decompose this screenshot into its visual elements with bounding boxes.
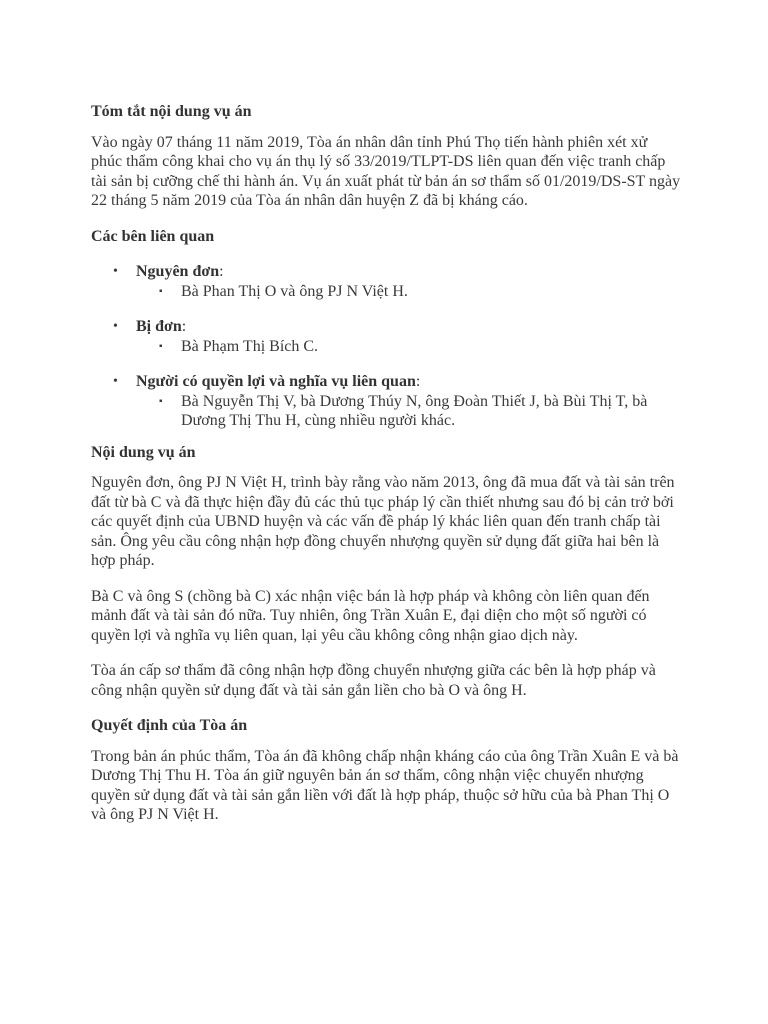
party-related-detail: ▪ Bà Nguyễn Thị V, bà Dương Thúy N, ông Đoàn Thiết J, bà Bùi Thị T, bà Dương Thị Thu H, cùng nhiều người khác. (136, 392, 681, 431)
party-plaintiff-sublist (136, 282, 681, 302)
party-defendant (91, 317, 681, 356)
content-paragraph-1: Nguyên đơn, ông PJ N Việt H, trình bày rằng vào năm 2013, ông đã mua đất và tài sản trên đất từ bà C và đã thực hiện đầy đủ các thủ tục pháp lý cần thiết nhưng sau đó bị cản trở bởi các quyết định của UBND huyện và các vấn đề pháp lý khác liên quan đến tranh chấp tài sản. Ông yêu cầu công nhận hợp đồng chuyển nhượng quyền sử dụng đất giữa hai bên là hợp pháp. (91, 474, 675, 569)
summary-heading: Tóm tắt nội dung vụ án (91, 103, 252, 120)
content-heading: Nội dung vụ án (91, 443, 196, 461)
party-plaintiff (91, 262, 681, 301)
document-page (91, 102, 681, 825)
party-label-related: Người có quyền lợi và nghĩa vụ liên quan (136, 373, 416, 390)
parties-list (91, 262, 681, 431)
summary-paragraph: Vào ngày 07 tháng 11 năm 2019, Tòa án nhân dân tỉnh Phú Thọ tiến hành phiên xét xử phúc thẩm công khai cho vụ án thụ lý số 33/2019/TLPT-DS liên quan đến việc tranh chấp tài sản bị cưỡng chế thi hành án. Vụ án xuất phát từ bản án sơ thẩm số 01/2019/DS-ST ngày 22 tháng 5 năm 2019 của Tòa án nhân dân huyện Z đã bị kháng cáo. (91, 133, 681, 209)
party-related-sublist (136, 392, 681, 431)
decision-paragraph: Trong bản án phúc thẩm, Tòa án đã không chấp nhận kháng cáo của ông Trần Xuân E và bà Dương Thị Thu H. Tòa án giữ nguyên bản án sơ thẩm, công nhận việc chuyển nhượng quyền sử dụng đất và tài sản gắn liền với đất là hợp pháp, thuộc sở hữu của bà Phan Thị O và ông PJ N Việt H. (91, 747, 679, 823)
party-colon: : (219, 263, 224, 280)
party-defendant-sublist (136, 337, 681, 357)
party-colon: : (181, 318, 187, 335)
party-plaintiff-detail: ▪ Bà Phan Thị O và ông PJ N Việt H. (136, 282, 681, 302)
decision-heading: Quyết định của Tòa án (91, 717, 248, 734)
party-related (91, 372, 681, 431)
parties-heading: Các bên liên quan (91, 227, 215, 245)
party-label-defendant: Bị đơn (136, 318, 182, 335)
party-colon: : (415, 373, 421, 390)
party-label-plaintiff: Nguyên đơn (136, 263, 220, 280)
content-paragraph-3: Tòa án cấp sơ thẩm đã công nhận hợp đồng chuyển nhượng giữa các bên là hợp pháp và công nhận quyền sử dụng đất và tài sản gắn liền cho bà O và ông H. (91, 662, 656, 699)
party-defendant-detail: ▪ Bà Phạm Thị Bích C. (136, 337, 681, 357)
content-paragraph-2: Bà C và ông S (chồng bà C) xác nhận việc bán là hợp pháp và không còn liên quan đến mảnh đất và tài sản đó nữa. Tuy nhiên, ông Trần Xuân E, đại diện cho một số người có quyền lợi và nghĩa vụ liên quan, lại yêu cầu không công nhận giao dịch này. (91, 587, 650, 644)
